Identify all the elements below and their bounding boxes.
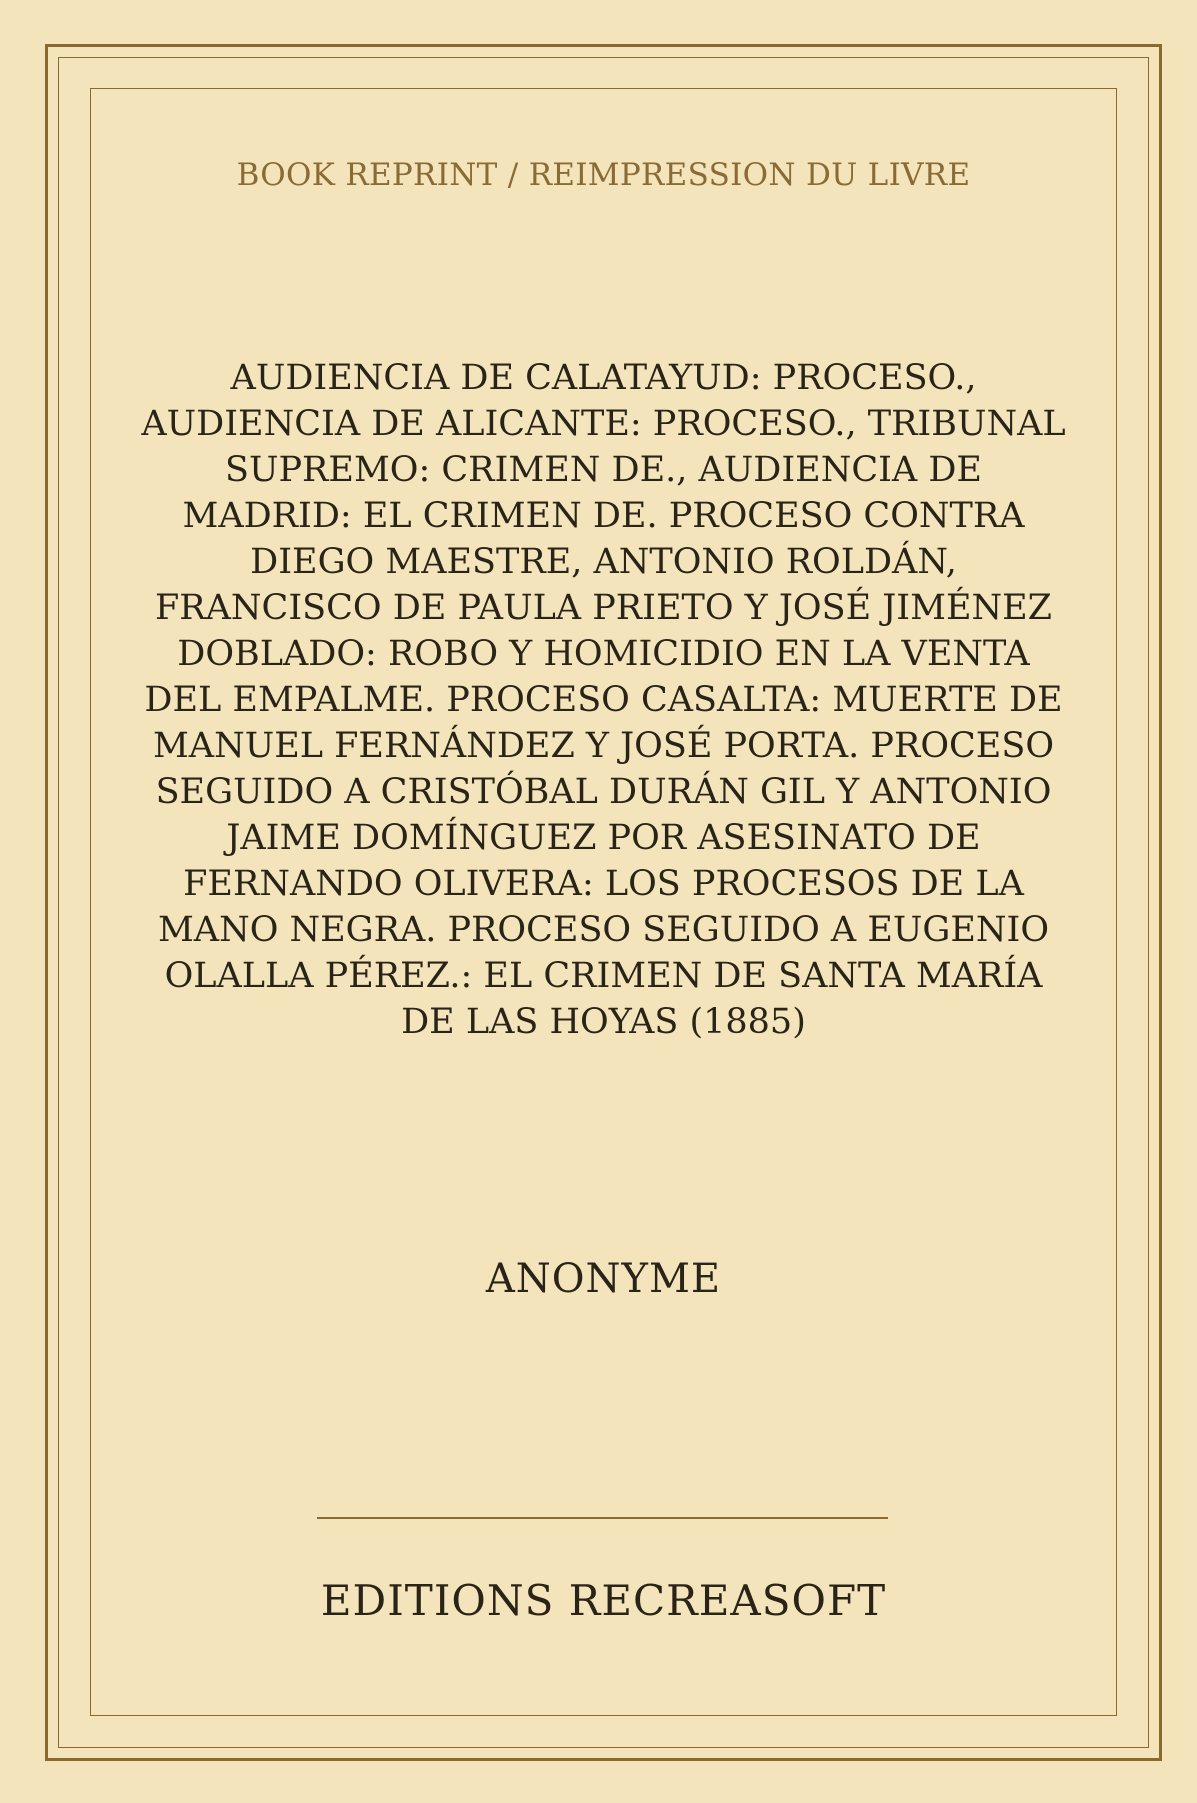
author-name: ANONYME (485, 1256, 722, 1302)
divider-rule (317, 1517, 888, 1519)
publisher-name: EDITIONS RECREASOFT (320, 1576, 887, 1625)
book-title: AUDIENCIA DE CALATAYUD: PROCESO., AUDIENCIA DE ALICANTE: PROCESO., TRIBUNAL SUPREMO: CRIMEN DE., AUDIENCIA DE MADRID: EL CRIMEN DE. PROCESO CONTRA DIEGO MAESTRE, ANTONIO ROLDÁN, FRANCISCO DE PAULA PRIETO Y JOSÉ JIMÉNEZ DOBLADO: ROBO Y HOMICIDIO EN LA VENTA DEL EMPALME. PROCESO CASALTA: MUERTE DE MANUEL FERNÁNDEZ Y JOSÉ PORTA. PROCESO SEGUIDO A CRISTÓBAL DURÁN GIL Y ANTONIO JAIME DOMÍNGUEZ POR ASESINATO DE FERNANDO OLIVERA: LOS PROCESOS DE LA MANO NEGRA. PROCESO SEGUIDO A EUGENIO OLALLA PÉREZ.: EL CRIMEN DE SANTA MARÍA DE LAS HOYAS (1885) (141, 358, 1066, 1042)
series-label: BOOK REPRINT / REIMPRESSION DU LIVRE (236, 157, 971, 193)
